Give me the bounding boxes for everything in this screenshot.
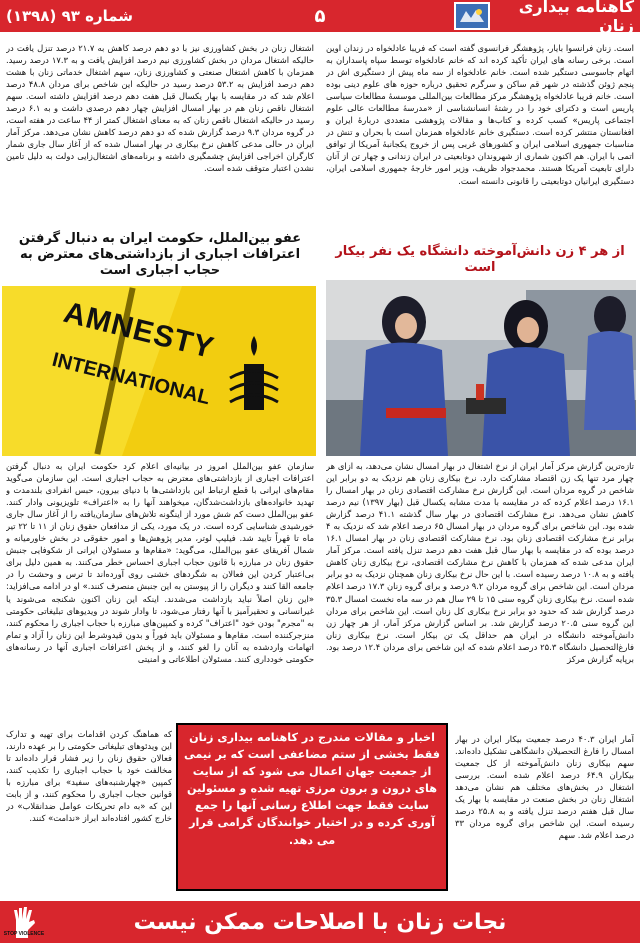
notice-box: اخبار و مقالات مندرج در کاهنامه بیداری زنان فقط بخشی از ستم مضاعفی است که بر نیمی از جمعیت جهان اعمال می شود که از سایت های درون و برون مرزی تهیه شده و مسئولین سایت فقط جهت اطلاع رسانی آنها را جمع آوری کرده و در اختیار خوانندگان گرامی قرار می دهد. [176,723,448,891]
article-right-tail: آمار ایران ۴۰.۳ درصد جمعیت بیکار ایران در بهار امسال را فارغ التحصیلان دانشگاهی تشکیل داده‌اند. سهم بیکاری زنان دانش‌آموخته از کل جمعیت بیکاران ۶۴.۹ درصد اعلام شده است. بررسی اشتغال در بخش‌های مختلف هم نشان می‌دهد اشتغال زنان در بخش صنعت در مقایسه با بهار یک سال قبل هفتم درصد تنزل یافته و به ۲۵.۸ درصد رسیده است. این شاخص برای گروه مردان ۳۳ درصد اعلام شد. سهم [455,734,634,841]
article-left-tail: که هماهنگ کردن اقدامات برای تهیه و تدارک این ویدئوهای تبلیغاتی حکومتی را بر عهده دارند، فعالان حقوق زنان را زیر فشار قرار داده‌اند تا مخالفت خود با حجاب اجباری را تکذیب کنند، کمپین «چهارشنبه‌های سفید» برای مبارزه با قوانین حجاب اجباری را محکوم کنند، و از بابت این که «به دام تحریکات عوامل ضدانقلاب» در خارج کشور افتاده‌اند ابراز «ندامت» کنند. [6,729,172,824]
amnesty-line1: AMNESTY [60,295,218,366]
issue-number: شماره ۹۳ (۱۳۹۸) [6,7,134,25]
amnesty-line2: INTERNATIONAL [49,348,213,410]
masthead [454,0,634,35]
article-right-bottom: تازه‌ترین گزارش مرکز آمار ایران از نرخ اشتغال در بهار امسال نشان می‌دهد، به ازای هر چهار مرد تنها یک زن اقتصاد مشارکت دارد. نرخ بیکاری زنان هم نزدیک به دو برابر این شاخص در گروه مردان است. این گزارش نرخ مشارکت اقتصادی زنان در بهار امسال را ۱۶.۱ درصد اعلام کرده که در مقایسه با مدت مشابه یکسال قبل (بهار ۱۳۹۷) نیم درصد کاهش نشان می‌دهد. نرخ مشارکت اقتصادی در بهار سال گذشته ۴۱.۱ درصد گزارش شده بود. این شاخص برای گروه مردان در بهار امسال ۶۵ درصد اعلام شد که نزدیک به ۴ برابر نرخ مشارکت اقتصادی زنان بود. نرخ مشارکت اقتصادی زنان در بهار امسال ۱۶.۱ درصد بوده که در مقایسه با بهار سال قبل هفت دهم درصد تنزل یافته است. مرکز آمار ایران مدعی شده که همزمان با کاهش نرخ مشارکت اقتصادی، نرخ بیکاری زنان کاهش یافته و به ۱۰.۸ درصد رسیده است. با این حال نرخ بیکاری زنان همچنان نزدیک به دو برابر مردان است. این شاخص برای گروه مردان ۹.۲ درصد و برای گروه زنان ۱۷.۳ درصد اعلام شده است. نرخ بیکاری زنان گروه سنی ۱۵ تا ۲۹ سال هم در سه ماه نخست امسال ۳۵.۳ درصد گزارش شد که حدود دو برابر نرخ بیکاری کل زنان است. این شاخص برای مردان این گروه سنی ۲۰.۵ درصد گزارش شد. بر اساس گزارش مرکز آمار، از هر چهار زن دانش‌آموخته دانشگاه در ایران هم حداقل یک تن بیکار است. نرخ بیکاری زنان فارغ‌التحصیل دانشگاه ۲۵.۳ درصد اعلام شده که این شاخص برای مردان ۱۲.۴ درصد بود. برپایه گزارش مرکز [326,461,634,664]
page-number: ۵ [314,5,326,27]
magazine-logo-icon [454,2,490,30]
article-left-bottom: سازمان عفو بین‌الملل امروز در بیانیه‌ای اعلام کرد حکومت ایران به دنبال گرفتن اعترافات اجباری از بازداشتی‌های معترض به حجاب اجباری است. این سازمان می‌گوید مقام‌های ایرانی با قطع ارتباط این بازداشتی‌ها با دنیای بیرون، حبس انفرادی بلندمدت و تهدید خانواده‌های بازداشت‌شدگان، میخواهند آنها را به «اعتراف» تلویزیونی وادار کنند. عفو بین‌الملل دست کم شش مورد از اینگونه تلاش‌های سازمان‌یافته را از آغاز سال جاری خورشیدی شناسایی کرده است. در یک مورد، یکی از مدافعان حقوق زنان از ۱۱ تا ۲۲ تیر ماه تا قهراً تایید شد. فیلیپ لوتر، مدیر پژوهش‌ها و امور حقوقی در بخش خاورمیانه و شمال آفریقای عفو بین‌الملل، می‌گوید: «مقام‌ها و مسئولان ایرانی از شکوفایی جنبش حقوق زنان در مبارزه با قانون حجاب اجباری احساس خطر می‌کنند. به همین دلیل برای بی‌اعتبار کردن این فعالان به شگردهای خشنی روی آورده‌اند تا ترس و وحشت را در جامعه القا کنند و دیگران را از پیوستن به این جنبش منصرف کنند.» او در ادامه می‌افزاید: «این زنان اصلاً نباید بازداشت می‌شدند. اینکه این زنان اکنون شکنجه می‌شوند یا غیرانسانی و تحقیرآمیز با آنها رفتار می‌شود، تا وادار شوند در ویدیوهای تبلیغاتی حکومتی به "مجرم" بودن خود "اعتراف" کرده و کمپین‌های مبارزه با حجاب اجباری را محکوم کنند، منزجرکننده است. مقام‌ها و مسئولان باید فوراً و بدون قیدوشرط این زنان را آزاد و تمام اتهامات واردشده به آنان را لغو کنند، و از پخش اعترافات اجباری آنها در رسانه‌های حکومتی خودداری کنند. مسئولان اطلاعاتی و امنیتی [6,461,314,664]
amnesty-banner-photo [2,286,316,456]
page-header [0,0,640,35]
masthead-title: کاهنامه بیداری زنان [518,0,634,35]
headline-right: از هر ۴ زن دانش‌آموخته دانشگاه یک نفر بیکار است [335,244,625,275]
stop-violence-badge: STOP VIOLENCE [3,931,45,937]
article-left-top: اشتغال زنان در بخش کشاورزی نیز با دو دهم درصد کاهش به ۲۱.۷ درصد تنزل یافت در حالیکه اشتغال مردان در بخش کشاورزی نیم درصد افزایش یافت و به ۱۷.۳ درصد رسید. همزمان با کاهش اشتغال صنعتی و کشاورزی زنان، سهم اشتغال خدماتی زنان با هشت دهم درصد افزایش به ۵۳.۲ درصد رسید در حالیکه این شاخص برای مردان ۴۸.۸ درصد اعلام شد که در مقایسه با بهار یکسال قبل هفت دهم درصد افزایش داشته است. سهم اشتغال ناقص زنان هم در بهار امسال افزایش چهار دهم درصدی داشت و به ۶.۱ درصد رسید در حالیکه اشتغال ناقص زنان که به معنای اشتغال کمتر از ۴۴ ساعت در هفته است، در گروه مردان ۹.۳ درصد گزارش شده که دو دهم درصد کاهش نشان می‌دهد. مرکز آمار ایران در حالی مدعی کاهش نرخ بیکاری در بهار امسال شده که از آغاز سال جاری شمار کارگران اخراجی افزایش چشمگیری داشته و برنامه‌های اشتغال‌زایی دولت به دلیل تامین نشدن اعتبار متوقف شده است. [6,43,314,174]
footer-slogan: نجات زنان با اصلاحات ممکن نیست [133,909,507,935]
page-footer [0,901,640,943]
headline-left: عفو بین‌الملل، حکومت ایران به دنبال گرفتن اعترافات اجباری از بازداشتی‌های معترض به حجاب اجباری است [18,231,302,278]
article-right-top: است. زنان فرانسوا بایار، پژوهشگر فرانسوی گفته است که فریبا عادلخواه در زندان اوین است. برخی رسانه های ایران تأکید کرده اند که خانم عادلخواه توسط سپاه پاسداران به اتهام جاسوسی دستگیر شده است. خانم عادلخواه از سه ماه پیش از دستگیری اش در پنجم ژوئن گذشته در شهر قم ساکن و سرگرم تحقیق درباره حوزه های علوم دینی بوده است. خانم فریبا عادلخواه پژوهشگر مرکز مطالعات بین‌المللی موسسهٔ مطالعات سیاسی پاریس است و دکترای خود را در رشتهٔ انسانشناسی از «مدرسهٔ مطالعات عالی علوم اجتماعی پاریس» کسب کرده و کتاب‌ها و مقالات پژوهشی متعددی دربارهٔ ایران و افغانستان منتشر کرده است. دستگیری خانم عادلخواه همزمان است با بحران و تنش در مناسبات جمهوری اسلامی ایران و کشورهای غربی پس از خروج یکجانبهٔ آمریکا از توافق اتمی با ایران. هم اکنون شماری از شهروندان دوتابعیتی در ایران زندانی و چهار تن از آنان دارای تابعیت آمریکا هستند. محمدجواد ظریف، وزیر امور خارجهٔ جمهوری اسلامی ایران، دستگیری ایرانیان دوتابعیتی را قانونی دانسته است. [326,43,634,186]
workshop-photo [326,280,636,456]
